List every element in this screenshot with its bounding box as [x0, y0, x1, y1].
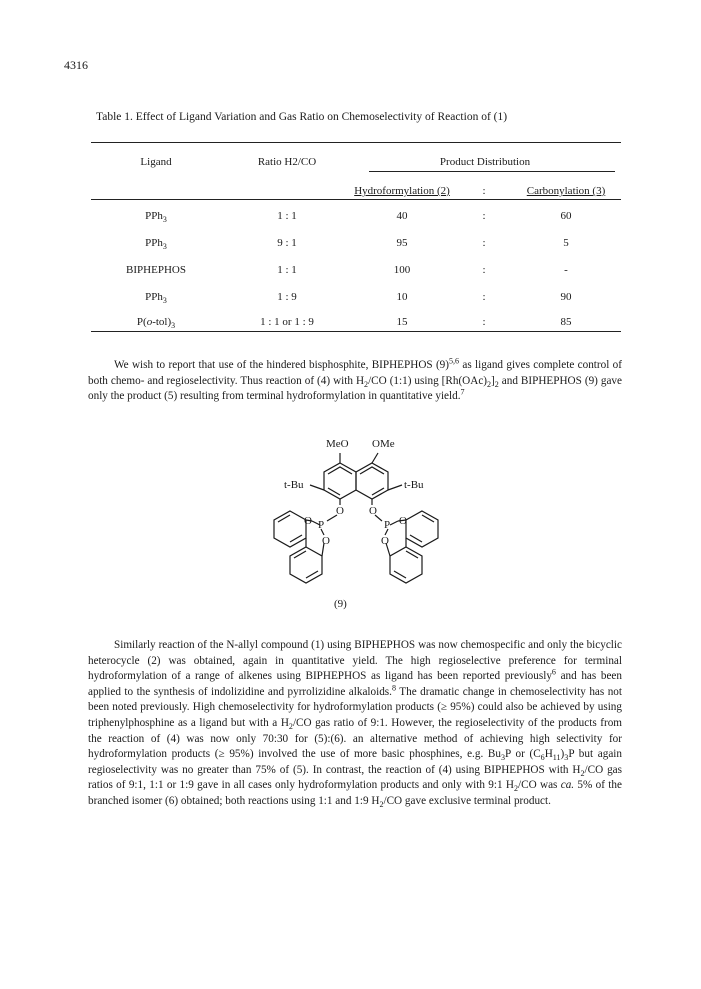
subheader-rule — [369, 171, 615, 172]
separator-cell: : — [482, 210, 486, 222]
phosphorus-label: P — [318, 519, 325, 531]
table-caption: Table 1. Effect of Ligand Variation and Gas Ratio on Chemoselectivity of Reaction of (1) — [96, 111, 508, 123]
oxygen-label: O — [322, 535, 330, 547]
table-top-rule — [91, 142, 621, 143]
header-carbonylation: Carbonylation (3) — [526, 185, 606, 197]
header-separator: : — [482, 185, 486, 197]
carbonylation-cell: 85 — [560, 316, 572, 328]
header-ratio: Ratio H2/CO — [257, 156, 317, 168]
oxygen-label: O — [381, 535, 389, 547]
ligand-cell: PPh$_3$ — [145, 210, 167, 225]
ratio-cell: 1 : 1 — [277, 210, 297, 222]
header-bottom-rule — [91, 199, 621, 200]
header-ligand: Ligand — [140, 156, 172, 168]
right-aryl-ring — [356, 463, 388, 499]
separator-cell: : — [482, 291, 486, 303]
compound-label: (9) — [334, 598, 347, 610]
oxygen-label: O — [304, 515, 312, 527]
ligand-cell: $P(o-tol)_3$ — [136, 316, 176, 331]
carbonylation-cell: 5 — [563, 237, 569, 249]
header-hydroformylation: Hydroformylation (2) — [354, 185, 450, 197]
carbonylation-cell: 90 — [560, 291, 572, 303]
tbutyl-label-left: t-Bu — [284, 479, 304, 491]
table-bottom-rule — [91, 331, 621, 332]
hydroformylation-cell: 100 — [393, 264, 411, 276]
carbonylation-cell: 60 — [560, 210, 572, 222]
ratio-cell: 1 : 1 or 1 : 9 — [260, 316, 314, 328]
carbonylation-cell: - — [564, 264, 568, 276]
biphephos-structure — [240, 425, 470, 595]
hydroformylation-cell: 15 — [396, 316, 408, 328]
ratio-cell: 9 : 1 — [277, 237, 297, 249]
paragraph-biphephos-intro: We wish to report that use of the hindered bisphosphite, BIPHEPHOS $(9)^{5,6}$ as ligand gives complete control of both chemo- and regioselectivity. Thus reaction of (4) with $H_2/CO$ (1:1) using $[Rh(OAc)_2]_2$ and BIPHEPHOS (9) gave only the product (5) resulting from terminal hydroformylation in quantitative yield.$^7$ — [88, 356, 622, 403]
page-number: 4316 — [64, 58, 88, 72]
hydroformylation-cell: 95 — [396, 237, 408, 249]
ligand-cell: BIPHEPHOS — [126, 264, 186, 276]
paragraph-chemoselectivity: Similarly reaction of the N-allyl compound (1) using BIPHEPHOS was now chemospecific and only the bicyclic heterocycle (2) was obtained, again in quantitative yield. The high regioselective preference for terminal hydroformylation of a range of alkenes using BIPHEPHOS as ligand has been reported previously$^6$ and has been applied to the synthesis of indolizidine and pyrrolizidine alkaloids.$^8$ The dramatic change in chemoselectivity has not been noted previously. High chemoselectivity for hydroformylation products (≥ 95%) could also be achieved by using triphenylphosphine as a ligand but with a $H_2/CO$ gas ratio of 9:1. However, the regioselectivity of the products from the reaction of (4) was now only 70:30 for (5):(6). an alternative method of achieving high selectivity for hydroformylation products (≥ 95%) involved the use of more basic phosphines, e.g. $Bu_3P$ or $(C_6H_{11})_3P$ but again regioselectivity was no greater than 75% of (5). In contrast, the reaction of (4) using BIPHEPHOS with $H_2/CO$ gas ratios of 9:1, 1:1 or 1:9 gave in all cases only hydroformylation products and only with 9:1 $H_2/CO$ was ca. 5% of the branched isomer (6) obtained; both reactions using 1:1 and 1:9 $H_2/CO$ gave exclusive terminal product. — [88, 639, 622, 810]
tbutyl-label-right: t-Bu — [404, 479, 424, 491]
separator-cell: : — [482, 264, 486, 276]
separator-cell: : — [482, 316, 486, 328]
left-aryl-ring — [324, 463, 356, 499]
ratio-cell: 1 : 1 — [277, 264, 297, 276]
phosphorus-label: P — [384, 519, 391, 531]
ratio-cell: 1 : 9 — [277, 291, 297, 303]
oxygen-label: O — [399, 515, 407, 527]
ligand-cell: PPh$_3$ — [145, 291, 167, 306]
methoxy-label-right: OMe — [372, 438, 395, 450]
hydroformylation-cell: 10 — [396, 291, 408, 303]
methoxy-label-left: MeO — [326, 438, 349, 450]
separator-cell: : — [482, 237, 486, 249]
header-product-distribution: Product Distribution — [439, 156, 531, 168]
ligand-cell: PPh$_3$ — [145, 237, 167, 252]
oxygen-label: O — [369, 505, 377, 517]
hydroformylation-cell: 40 — [396, 210, 408, 222]
oxygen-label: O — [336, 505, 344, 517]
